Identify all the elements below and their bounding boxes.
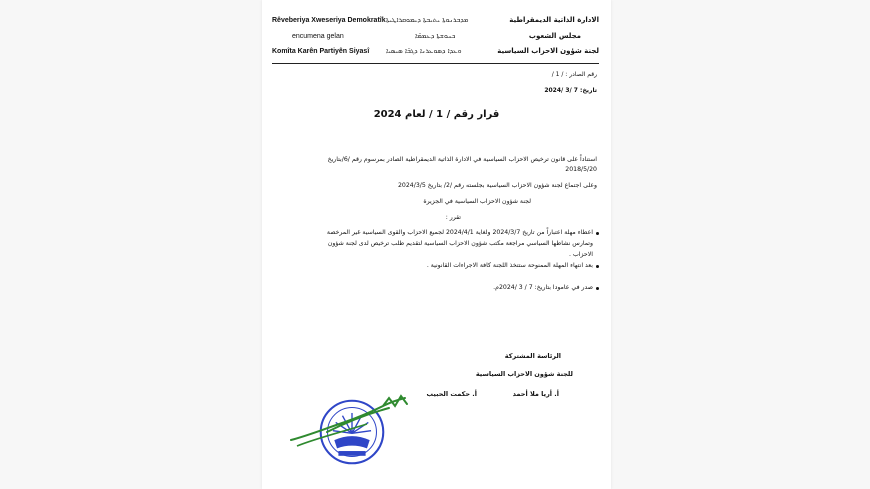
bullet-dot	[596, 232, 599, 235]
decision-title: قرار رقم / 1 / لعام 2024	[373, 109, 500, 120]
header-latin-line3: Komîta Karên Partiyên Siyasî	[272, 48, 370, 55]
header-arabic-line2: مجلس الشعوب	[528, 32, 581, 40]
document-page	[262, 0, 611, 489]
issued-line: صدر في عامودا بتاريخ: 7 / 3 /2024م.	[493, 284, 593, 291]
header-divider	[272, 63, 599, 64]
document-date: تاريخ: 7 /3 /2024	[544, 87, 597, 94]
decision-item1-line1: اعطاء مهلة اعتباراً من تاريخ 2024/3/7 ولغاية 2024/4/1 لجميع الاحزاب والقوى السياسية غير المرخصة	[326, 229, 593, 236]
basis-paragraph-line1: استناداً على قانون ترخيص الاحزاب السياسية في الادارة الذاتية الديمقراطية الصادر بمرسوم رقم /6/بتاريخ	[327, 156, 597, 163]
header-latin-line1: Rêveberiya Xweseriya Demokratîk	[272, 17, 386, 24]
header-arabic-line1: الادارة الذاتية الديمقراطية	[509, 16, 599, 24]
meeting-paragraph: وعلى اجتماع لجنة شؤون الاحزاب السياسية بجلسته رقم /2/ بتاريخ 2024/3/5	[398, 182, 597, 189]
committee-label: للجنة شؤون الاحزاب السياسية	[475, 370, 573, 378]
signatory-name-2: أ. أريا ملا أحمد	[512, 390, 559, 398]
signatory-name-1: أ. حكمت الحبيب	[426, 390, 477, 398]
bullet-dot	[596, 265, 599, 268]
committee-paragraph: لجنة شؤون الاحزاب السياسية في الجزيرة	[423, 198, 531, 205]
header-syriac-line2: ܟܢܘܫܬܐ ܕܥܡܡ̈ܐ	[415, 32, 456, 40]
header-latin-line2: encumena gelan	[292, 33, 344, 40]
header-arabic-line3: لجنة شؤون الاحزاب السياسية	[497, 47, 599, 55]
decision-item1-line2: وتمارس نشاطها السياسي مراجعة مكتب شؤون الاحزاب السياسية لتقديم طلب ترخيص لدى لجنة شؤون	[327, 240, 593, 247]
header-syriac-line1: ܡܕܒܪܢܘܬܐ ܝܬܝܒܬܐ ܕܝܡܘܩܪܐܛܝܬܐ	[386, 16, 469, 24]
handwritten-signature	[287, 392, 437, 452]
basis-paragraph-line2: 2018/5/20	[565, 166, 597, 173]
decides-label: تقرر :	[445, 214, 461, 221]
issue-number: رقم الصادر : / 1 /	[551, 71, 597, 78]
decision-item2: بعد انتهاء المهلة الممنوحة ستتخذ اللجنة كافة الاجراءات القانونية .	[426, 262, 593, 269]
co-presidency-label: الرئاسة المشتركة	[504, 352, 561, 360]
bullet-dot	[596, 287, 599, 290]
header-syriac-line3: ܘܥܕܐ ܕܣܘܥܪܢܐ ܕܓܒ̈ܐ ܣܝܣܝܐ	[386, 47, 462, 55]
decision-item1-line3: الاحزاب .	[569, 251, 593, 258]
